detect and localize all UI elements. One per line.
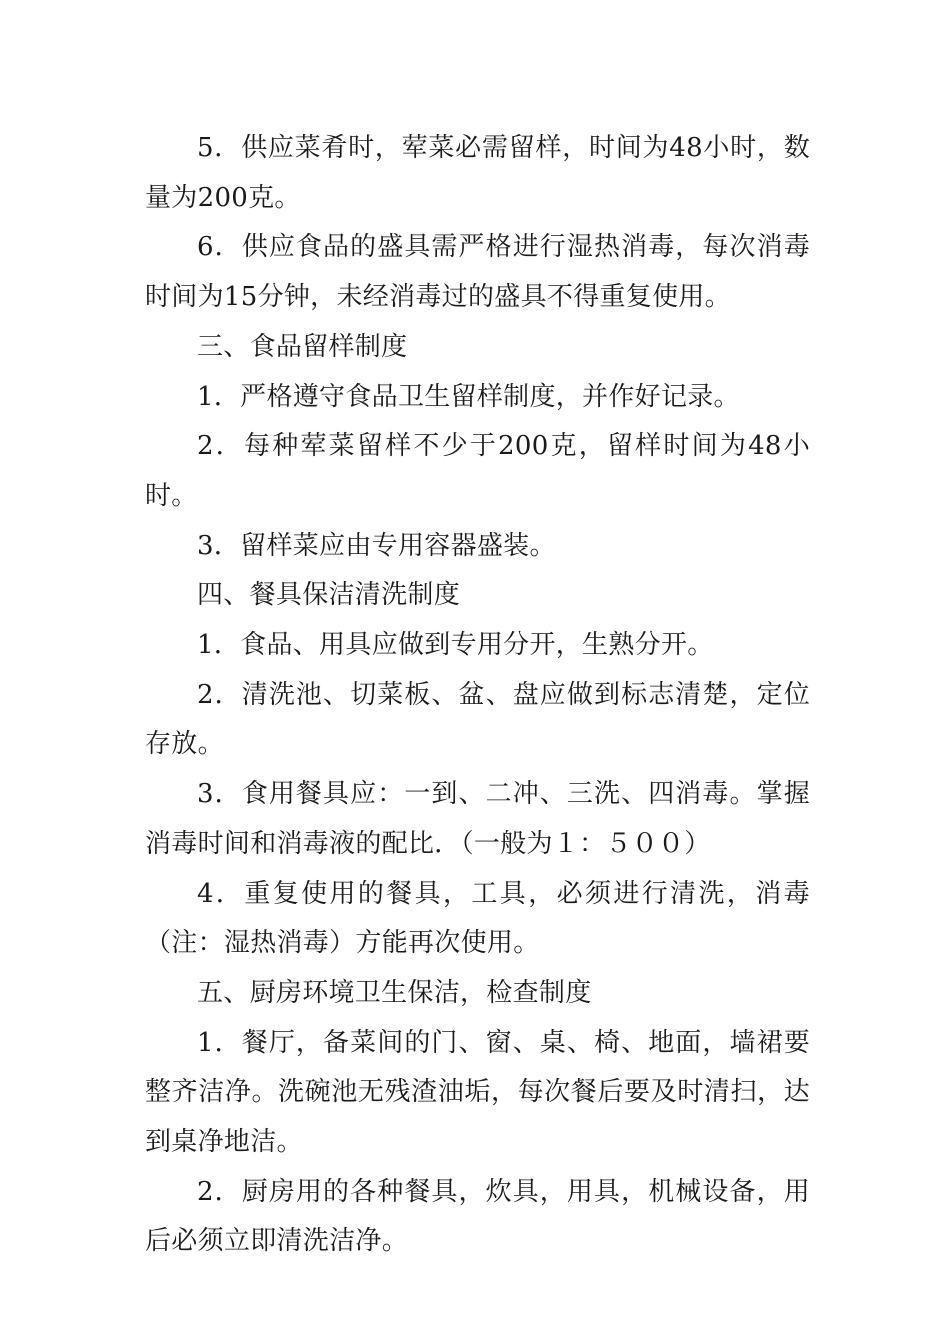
paragraph-sample-item-2: 2．每种荤菜留样不少于200克，留样时间为48小时。 bbox=[145, 431, 810, 511]
document-body bbox=[145, 124, 810, 1267]
paragraph-tableware-item-3: 3．食用餐具应：一到、二冲、三洗、四消毒。掌握消毒时间和消毒液的配比．（一般为１：５００） bbox=[145, 779, 810, 859]
paragraph-kitchen-item-2: 2．厨房用的各种餐具，炊具，用具，机械设备，用后必须立即清洗洁净。 bbox=[145, 1176, 810, 1257]
paragraph-sample-item-3: 3．留样菜应由专用容器盛装。 bbox=[197, 530, 556, 561]
paragraph-tableware-item-1: 1．食品、用具应做到专用分开，生熟分开。 bbox=[197, 630, 714, 661]
paragraph-kitchen-item-1: 1．餐厅，备菜间的门、窗、桌、椅、地面，墙裙要整齐洁净。洗碗池无残渣油垢，每次餐后要及时清扫，达到桌净地洁。 bbox=[145, 1027, 810, 1158]
section-heading-tableware-cleaning-system: 四、餐具保洁清洗制度 bbox=[197, 580, 461, 611]
paragraph-tableware-item-2: 2．清洗池、切菜板、盆、盘应做到标志清楚，定位存放。 bbox=[145, 679, 810, 760]
paragraph-sample-item-1: 1．严格遵守食品卫生留样制度，并作好记录。 bbox=[197, 381, 740, 412]
section-heading-kitchen-hygiene-system: 五、厨房环境卫生保洁，检查制度 bbox=[197, 977, 592, 1008]
paragraph-item-5-sample-retention: 5．供应菜肴时，荤菜必需留样，时间为48小时，数量为200克。 bbox=[145, 133, 810, 213]
paragraph-item-6-container-disinfection: 6．供应食品的盛具需严格进行湿热消毒，每次消毒时间为15分钟，未经消毒过的盛具不得重复使用。 bbox=[145, 232, 810, 313]
paragraph-tableware-item-4: 4．重复使用的餐具，工具，必须进行清洗，消毒（注：湿热消毒）方能再次使用。 bbox=[145, 878, 810, 959]
section-heading-food-sample-system: 三、食品留样制度 bbox=[197, 331, 408, 362]
